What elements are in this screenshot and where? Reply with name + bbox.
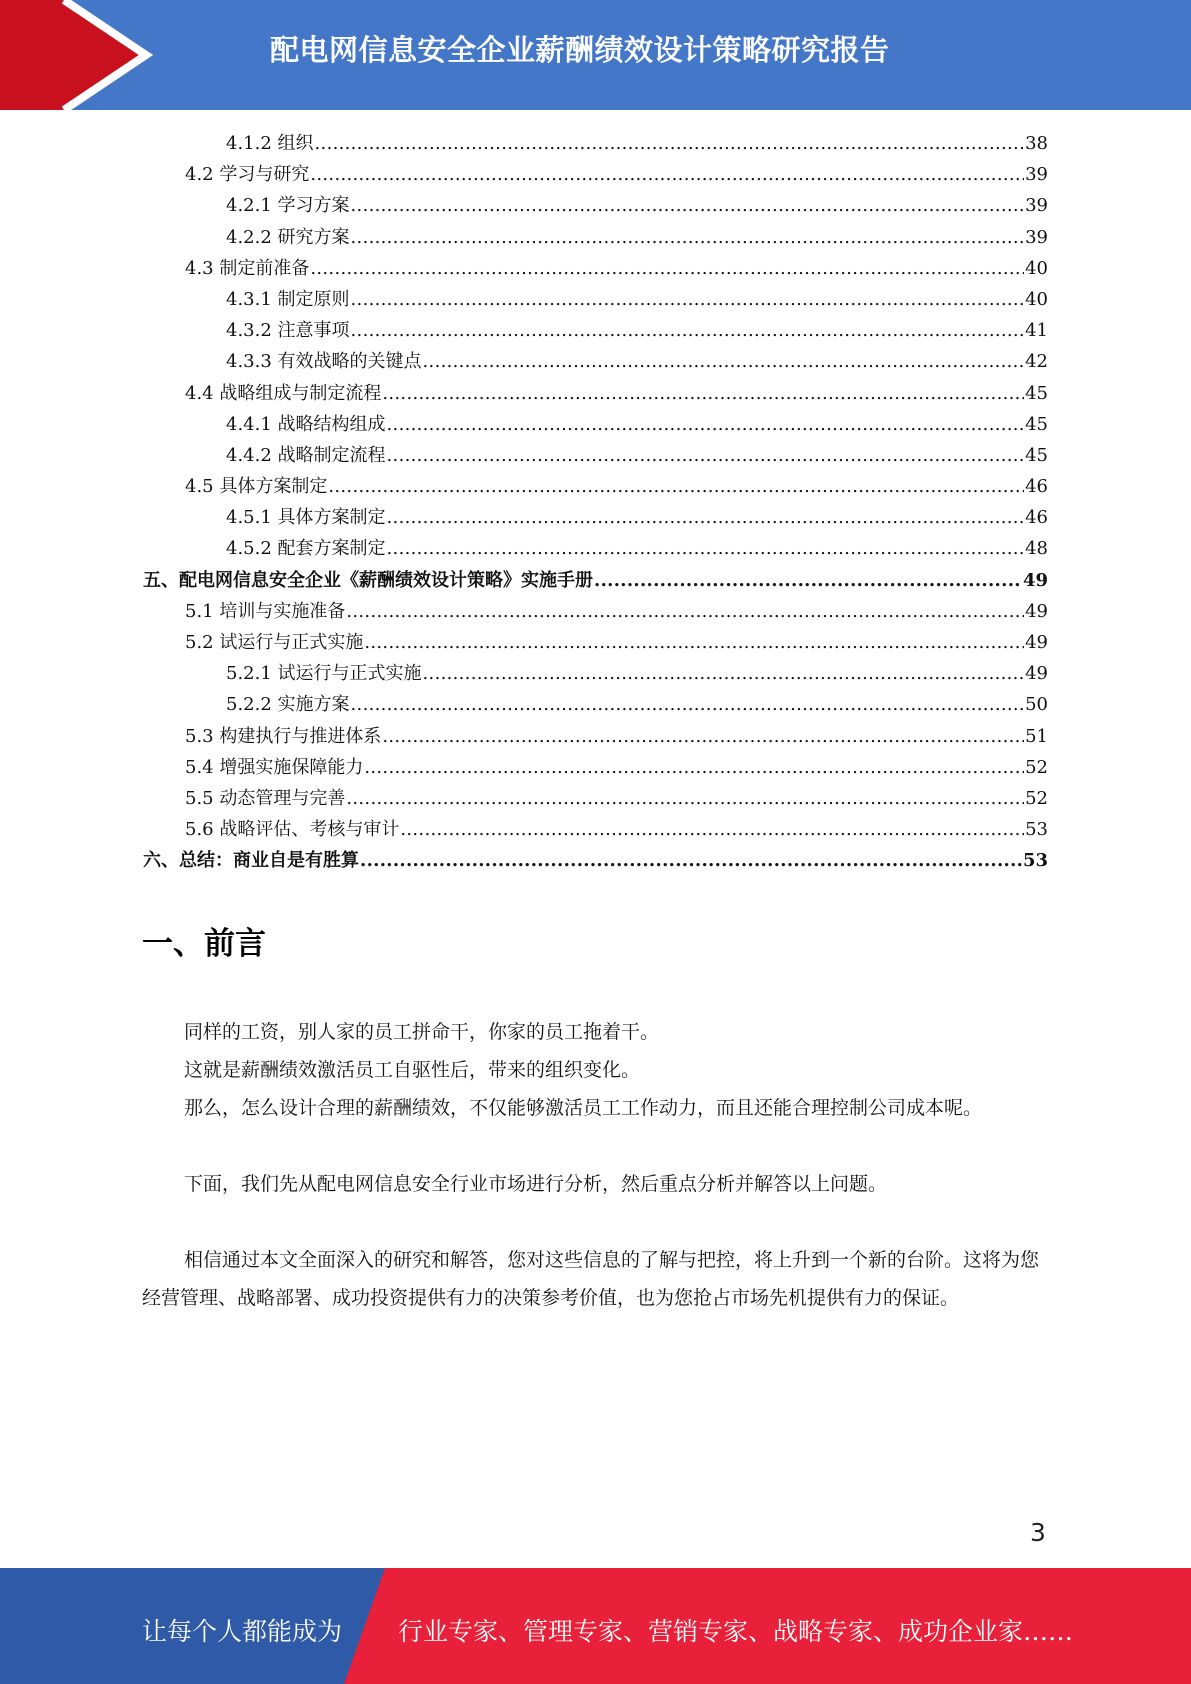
toc-dot-leader	[360, 845, 1022, 876]
toc-entry[interactable]	[143, 814, 1048, 845]
toc-entry-page: 48	[1025, 538, 1048, 560]
toc-entry-title: 4.5.1 具体方案制定	[226, 507, 386, 529]
toc-entry-page: 52	[1025, 787, 1048, 809]
toc-entry-page: 49	[1025, 600, 1048, 622]
toc-entry-page: 51	[1025, 725, 1048, 747]
toc-entry-page: 46	[1025, 507, 1048, 529]
body-paragraph: 同样的工资，别人家的员工拼命干，你家的员工拖着干。	[184, 1021, 660, 1043]
header-title: 配电网信息安全企业薪酬绩效设计策略研究报告	[270, 33, 890, 67]
toc-entry-title: 4.4 战略组成与制定流程	[185, 382, 382, 404]
toc-entry[interactable]	[143, 658, 1048, 689]
toc-dot-leader	[346, 783, 1024, 814]
body-paragraph: 相信通过本文全面深入的研究和解答，您对这些信息的了解与把控，将上升到一个新的台阶。这将为您经营管理、战略部署、成功投资提供有力的决策参考价值，也为您抢占市场先机提供有力的保证。	[142, 1249, 1040, 1309]
toc-dot-leader	[310, 253, 1024, 284]
toc-dot-leader	[315, 128, 1025, 159]
toc-entry-title: 5.2 试运行与正式实施	[185, 632, 364, 653]
toc-entry-page: 45	[1025, 444, 1048, 466]
toc-entry[interactable]	[143, 627, 1048, 658]
toc-entry-page: 41	[1025, 320, 1048, 342]
toc-dot-leader	[351, 315, 1025, 346]
toc-entry-page: 45	[1025, 413, 1048, 435]
paragraph-spacer	[142, 1203, 1048, 1241]
table-of-contents	[143, 128, 1048, 877]
toc-dot-leader	[387, 533, 1025, 564]
toc-dot-leader	[594, 565, 1022, 596]
toc-entry-page: 49	[1022, 569, 1048, 591]
toc-dot-leader	[351, 222, 1025, 253]
toc-entry-page: 39	[1025, 195, 1048, 217]
toc-entry[interactable]	[143, 596, 1048, 627]
toc-dot-leader	[364, 627, 1024, 658]
toc-entry-title: 4.2.1 学习方案	[226, 195, 350, 217]
toc-dot-leader	[400, 814, 1024, 845]
toc-entry[interactable]	[143, 845, 1048, 876]
toc-entry[interactable]	[143, 128, 1048, 159]
toc-entry[interactable]	[143, 315, 1048, 346]
page-footer	[0, 1568, 1191, 1684]
toc-entry-page: 38	[1025, 133, 1048, 154]
section-heading: 一、前言	[142, 926, 266, 962]
toc-entry-page: 39	[1025, 164, 1048, 186]
toc-entry-page: 49	[1025, 663, 1048, 685]
toc-entry-title: 4.3.2 注意事项	[226, 320, 350, 342]
toc-entry-page: 42	[1025, 351, 1048, 373]
toc-entry-title: 五、配电网信息安全企业《薪酬绩效设计策略》实施手册	[143, 569, 593, 591]
toc-dot-leader	[382, 721, 1024, 752]
page-header	[0, 0, 1191, 110]
toc-entry[interactable]	[143, 159, 1048, 190]
toc-entry-title: 4.2 学习与研究	[185, 164, 310, 186]
toc-entry[interactable]	[143, 471, 1048, 502]
toc-entry-title: 5.2.1 试运行与正式实施	[226, 663, 422, 685]
toc-entry[interactable]	[143, 533, 1048, 564]
toc-entry[interactable]	[143, 190, 1048, 221]
toc-entry[interactable]	[143, 222, 1048, 253]
paragraph-spacer	[142, 1127, 1048, 1165]
toc-entry-title: 六、总结：商业自是有胜算	[143, 850, 359, 872]
toc-entry-title: 4.3.1 制定原则	[226, 288, 350, 310]
toc-dot-leader	[310, 159, 1024, 190]
toc-entry-page: 53	[1022, 850, 1048, 872]
toc-dot-leader	[423, 346, 1025, 377]
toc-entry[interactable]	[143, 783, 1048, 814]
toc-entry-title: 4.3 制定前准备	[185, 257, 310, 279]
toc-entry-page: 53	[1025, 819, 1048, 841]
page-number: 3	[1030, 1518, 1046, 1547]
toc-entry[interactable]	[143, 565, 1048, 596]
toc-entry[interactable]	[143, 378, 1048, 409]
toc-entry-title: 5.2.2 实施方案	[226, 694, 350, 716]
toc-entry[interactable]	[143, 689, 1048, 720]
toc-entry-page: 46	[1025, 476, 1048, 498]
toc-entry-title: 4.1.2 组织	[226, 133, 314, 154]
toc-dot-leader	[423, 658, 1025, 689]
body-paragraph: 这就是薪酬绩效激活员工自驱性后，带来的组织变化。	[184, 1059, 641, 1081]
toc-entry-title: 5.1 培训与实施准备	[185, 600, 346, 622]
footer-slogan-right: 行业专家、管理专家、营销专家、战略专家、成功企业家……	[398, 1617, 1074, 1646]
toc-entry[interactable]	[143, 253, 1048, 284]
toc-entry[interactable]	[143, 502, 1048, 533]
toc-entry-page: 45	[1025, 382, 1048, 404]
toc-entry-title: 4.4.1 战略结构组成	[226, 413, 386, 435]
toc-entry[interactable]	[143, 752, 1048, 783]
toc-entry-title: 4.3.3 有效战略的关键点	[226, 351, 422, 373]
section-body	[142, 1013, 1048, 1317]
toc-entry-page: 39	[1025, 226, 1048, 248]
body-paragraph: 那么，怎么设计合理的薪酬绩效，不仅能够激活员工工作动力，而且还能合理控制公司成本呢。	[184, 1097, 983, 1119]
toc-entry-page: 50	[1025, 694, 1048, 716]
toc-entry-page: 40	[1025, 288, 1048, 310]
toc-dot-leader	[346, 596, 1024, 627]
footer-slogan-left: 让每个人都能成为	[142, 1617, 343, 1646]
toc-entry-title: 4.2.2 研究方案	[226, 226, 350, 248]
toc-dot-leader	[387, 502, 1025, 533]
toc-entry-title: 5.4 增强实施保障能力	[185, 756, 364, 778]
toc-entry[interactable]	[143, 409, 1048, 440]
toc-entry[interactable]	[143, 440, 1048, 471]
toc-entry-title: 5.6 战略评估、考核与审计	[185, 819, 400, 841]
toc-entry-title: 5.5 动态管理与完善	[185, 787, 346, 809]
toc-entry-title: 4.5 具体方案制定	[185, 476, 328, 498]
toc-dot-leader	[382, 378, 1024, 409]
toc-dot-leader	[351, 284, 1025, 315]
toc-entry[interactable]	[143, 721, 1048, 752]
toc-entry[interactable]	[143, 346, 1048, 377]
toc-dot-leader	[364, 752, 1024, 783]
toc-dot-leader	[328, 471, 1024, 502]
toc-entry[interactable]	[143, 284, 1048, 315]
toc-dot-leader	[351, 190, 1025, 221]
toc-entry-page: 49	[1025, 632, 1048, 653]
toc-dot-leader	[387, 409, 1025, 440]
body-paragraph: 下面，我们先从配电网信息安全行业市场进行分析，然后重点分析并解答以上问题。	[184, 1173, 888, 1195]
toc-entry-title: 4.4.2 战略制定流程	[226, 444, 386, 466]
toc-entry-page: 40	[1025, 257, 1048, 279]
toc-dot-leader	[351, 689, 1025, 720]
toc-dot-leader	[387, 440, 1025, 471]
toc-entry-title: 4.5.2 配套方案制定	[226, 538, 386, 560]
toc-entry-page: 52	[1025, 756, 1048, 778]
toc-entry-title: 5.3 构建执行与推进体系	[185, 725, 382, 747]
